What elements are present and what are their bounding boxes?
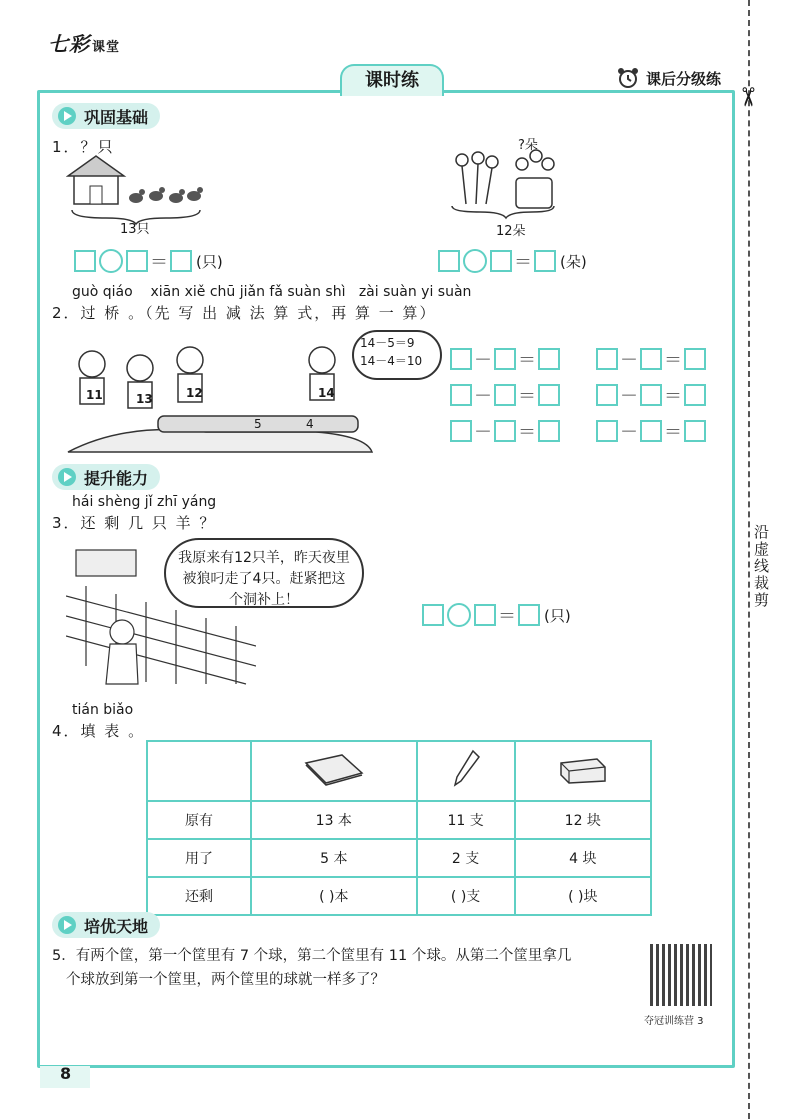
row-label: 还剩 <box>147 877 251 915</box>
bubble-line: 14－5＝9 <box>360 336 415 350</box>
minus-sign: － <box>620 422 638 443</box>
q3-pinyin: hái shèng jǐ zhī yáng <box>72 494 217 510</box>
answer-box[interactable] <box>534 250 556 272</box>
answer-box[interactable] <box>450 348 472 370</box>
answer-box[interactable] <box>640 420 662 442</box>
equals-sign: ＝ <box>518 386 536 407</box>
thought-bubble <box>352 330 442 380</box>
subtitle-text: 课后分级练 <box>646 69 722 88</box>
cut-instruction: 沿虚线裁剪 <box>752 520 772 613</box>
table-row <box>147 839 651 877</box>
qr-caption: 夺冠训练营 3 <box>644 1016 704 1027</box>
answer-box[interactable] <box>596 348 618 370</box>
operator-circle[interactable] <box>447 603 471 627</box>
qr-code[interactable] <box>650 944 712 1006</box>
equals-sign: ＝ <box>150 252 168 273</box>
subtraction-row <box>596 382 706 408</box>
question-3-label: 3．还 剩 几 只 羊 ？ <box>52 514 217 532</box>
q3-equation <box>422 602 571 628</box>
table-cell: 2 支 <box>417 839 515 877</box>
unit-label: (只) <box>544 606 571 625</box>
answer-box[interactable] <box>170 250 192 272</box>
minus-sign: － <box>620 350 638 371</box>
equals-sign: ＝ <box>518 422 536 443</box>
table-cell: 12 块 <box>515 801 651 839</box>
play-icon <box>58 107 76 125</box>
unit-label: (朵) <box>560 252 587 271</box>
row-label: 用了 <box>147 839 251 877</box>
bubble-line: 14－4＝10 <box>360 354 423 368</box>
table-header-row <box>147 741 651 801</box>
table-cell: 4 块 <box>515 839 651 877</box>
answer-box[interactable] <box>494 384 516 406</box>
answer-box[interactable] <box>518 604 540 626</box>
answer-box[interactable] <box>538 348 560 370</box>
equals-sign: ＝ <box>664 422 682 443</box>
eraser-cell <box>515 741 651 801</box>
equals-sign: ＝ <box>514 252 532 273</box>
answer-box[interactable] <box>538 420 560 442</box>
answer-box[interactable] <box>596 420 618 442</box>
flowers-vase-illustration <box>450 148 570 228</box>
answer-box[interactable] <box>596 384 618 406</box>
q1-right-total: 12朵 <box>496 224 526 239</box>
operator-circle[interactable] <box>99 249 123 273</box>
subtraction-row <box>450 418 560 444</box>
answer-box[interactable] <box>438 250 460 272</box>
answer-box[interactable] <box>684 420 706 442</box>
notebook-icon <box>302 751 366 787</box>
question-2-label: 2．过 桥 。（先 写 出 减 法 算 式，再 算 一 算） <box>52 304 437 322</box>
q2-pinyin: guò qiáo xiān xiě chū jiǎn fǎ suàn shì zài suàn yi suàn <box>72 284 472 300</box>
answer-box[interactable] <box>684 348 706 370</box>
q1-left-equation <box>74 248 223 274</box>
answer-cell[interactable]: ( )本 <box>251 877 417 915</box>
shirt-number: 11 <box>86 388 103 402</box>
speech-bubble: 我原来有12只羊，昨天夜里被狼叼走了4只。赶紧把这个洞补上！ <box>164 538 364 608</box>
pencil-cell <box>417 741 515 801</box>
answer-box[interactable] <box>74 250 96 272</box>
subtraction-row <box>596 346 706 372</box>
page-number: 8 <box>60 1064 72 1083</box>
equals-sign: ＝ <box>518 350 536 371</box>
section-title: 提升能力 <box>84 468 149 488</box>
table-cell: 5 本 <box>251 839 417 877</box>
bridge-label-4: 4 <box>306 417 314 431</box>
minus-sign: － <box>474 422 492 443</box>
notebook-cell <box>251 741 417 801</box>
question-5 <box>52 944 642 992</box>
section-title: 培优天地 <box>84 916 149 936</box>
eraser-icon <box>557 753 609 785</box>
section-header-advanced <box>52 912 160 938</box>
table-cell: 13 本 <box>251 801 417 839</box>
subtraction-row <box>596 418 706 444</box>
answer-box[interactable] <box>450 420 472 442</box>
shirt-number: 14 <box>318 386 335 400</box>
minus-sign: － <box>474 350 492 371</box>
alarm-clock-icon <box>616 66 640 90</box>
shirt-number: 13 <box>136 392 153 406</box>
question-4-label: 4．填 表 。 <box>52 722 146 740</box>
answer-cell[interactable]: ( )块 <box>515 877 651 915</box>
answer-box[interactable] <box>538 384 560 406</box>
brand-logo: 七彩 课堂 <box>48 32 121 56</box>
table-corner <box>147 741 251 801</box>
section-header-improve <box>52 464 160 490</box>
subtitle <box>616 66 721 90</box>
table-cell: 11 支 <box>417 801 515 839</box>
question-5-line: 5．有两个筐，第一个筐里有 7 个球，第二个筐里有 11 个球。从第二个筐里拿几 <box>52 948 572 964</box>
question-1-label: 1．？只 <box>52 138 115 156</box>
row-label: 原有 <box>147 801 251 839</box>
operator-circle[interactable] <box>463 249 487 273</box>
page-title: 课时练 <box>340 64 444 96</box>
answer-box[interactable] <box>494 348 516 370</box>
equals-sign: ＝ <box>664 386 682 407</box>
play-icon <box>58 468 76 486</box>
q2-answer-column-right <box>596 346 706 444</box>
table-row <box>147 877 651 915</box>
fill-in-table <box>146 740 652 916</box>
question-5-line: 个球放到第一个筐里，两个筐里的球就一样多了？ <box>66 972 385 988</box>
subtraction-row <box>450 346 560 372</box>
section-title: 巩固基础 <box>84 107 149 127</box>
q2-answer-column-left <box>450 346 560 444</box>
table-row <box>147 801 651 839</box>
minus-sign: － <box>620 386 638 407</box>
q1-left-total: 13只 <box>120 222 150 237</box>
q4-pinyin: tián biǎo <box>72 702 134 718</box>
pencil-icon <box>451 749 481 789</box>
answer-box[interactable] <box>640 384 662 406</box>
answer-box[interactable] <box>126 250 148 272</box>
unit-label: (只) <box>196 252 223 271</box>
shirt-number: 12 <box>186 386 203 400</box>
answer-box[interactable] <box>684 384 706 406</box>
bridge-label-5: 5 <box>254 417 262 431</box>
section-header-basics <box>52 103 160 129</box>
answer-box[interactable] <box>422 604 444 626</box>
equals-sign: ＝ <box>664 350 682 371</box>
minus-sign: － <box>474 386 492 407</box>
answer-box[interactable] <box>490 250 512 272</box>
answer-box[interactable] <box>450 384 472 406</box>
subtraction-row <box>450 382 560 408</box>
answer-box[interactable] <box>494 420 516 442</box>
q1-right-unknown: ?朵 <box>518 138 538 153</box>
scissors-icon: ✂ <box>731 86 762 108</box>
q1-right-equation <box>438 248 587 274</box>
answer-box[interactable] <box>640 348 662 370</box>
answer-cell[interactable]: ( )支 <box>417 877 515 915</box>
play-icon <box>58 916 76 934</box>
equals-sign: ＝ <box>498 606 516 627</box>
answer-box[interactable] <box>474 604 496 626</box>
